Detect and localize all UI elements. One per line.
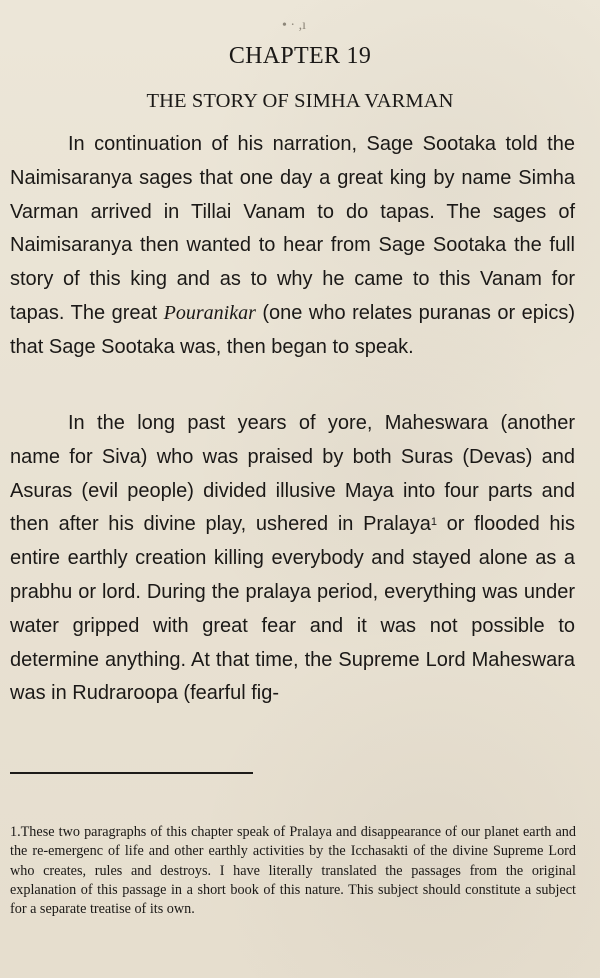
footnote-rule [10,772,253,774]
paragraph-2-text [10,407,575,711]
body-paragraph-2 [10,407,575,711]
paragraph-1-text [10,128,575,365]
chapter-heading: CHAPTER 19 [228,43,372,69]
paragraph-1-segment-1: In continuation of his narration, Sage Sootaka told the Naimisaranya sages that one day a great king by name Simha Varman arrived in Tillai Vanam to do tapas. The sages of Naimisaranya then wanted to hear from Sage Sootaka the full story of this king and as to why he came to this Vanam for tapas. The great [10,133,575,324]
paragraph-1-segment-2: (one who relates puranas or epics) that Sage Sootaka was, then began to speak. [10,301,575,358]
footnote-reference: 1 [430,516,438,529]
paragraph-1-italic-term: Pouranikar [163,301,256,324]
story-title: THE STORY OF SIMHA VARMAN [146,90,454,112]
paragraph-2-segment-2: or flooded his entire earthly creation killing everybody and stayed alone as a prabhu or lord. During the pralaya period, everything was under water gripped with great fear and it was not possible to determine anything. At that time, the Supreme Lord Maheswara was in Rudraroopa (fearful fig- [10,513,575,705]
paragraph-2-segment-1: In the long past years of yore, Maheswara (another name for Siva) who was praised by both Suras (Devas) and Asuras (evil people) divided illusive Maya into four parts and then after his divine play, ushered in Pralaya [10,412,575,536]
footnote: 1.These two paragraphs of this chapter speak of Pralaya and disappearance of our planet earth and the re-emergenc of life and other earthly activities by the Icchasakti of the divine Supreme Lord who creates, rules and destroys. I have literally translated the passages from the original explanation of this passage in a short book of this nature. This subject should constitute a subject for a separate treatise of its own. [10,824,576,918]
page-mark: • · ,ı [282,18,306,33]
body-paragraph-1 [10,128,575,365]
